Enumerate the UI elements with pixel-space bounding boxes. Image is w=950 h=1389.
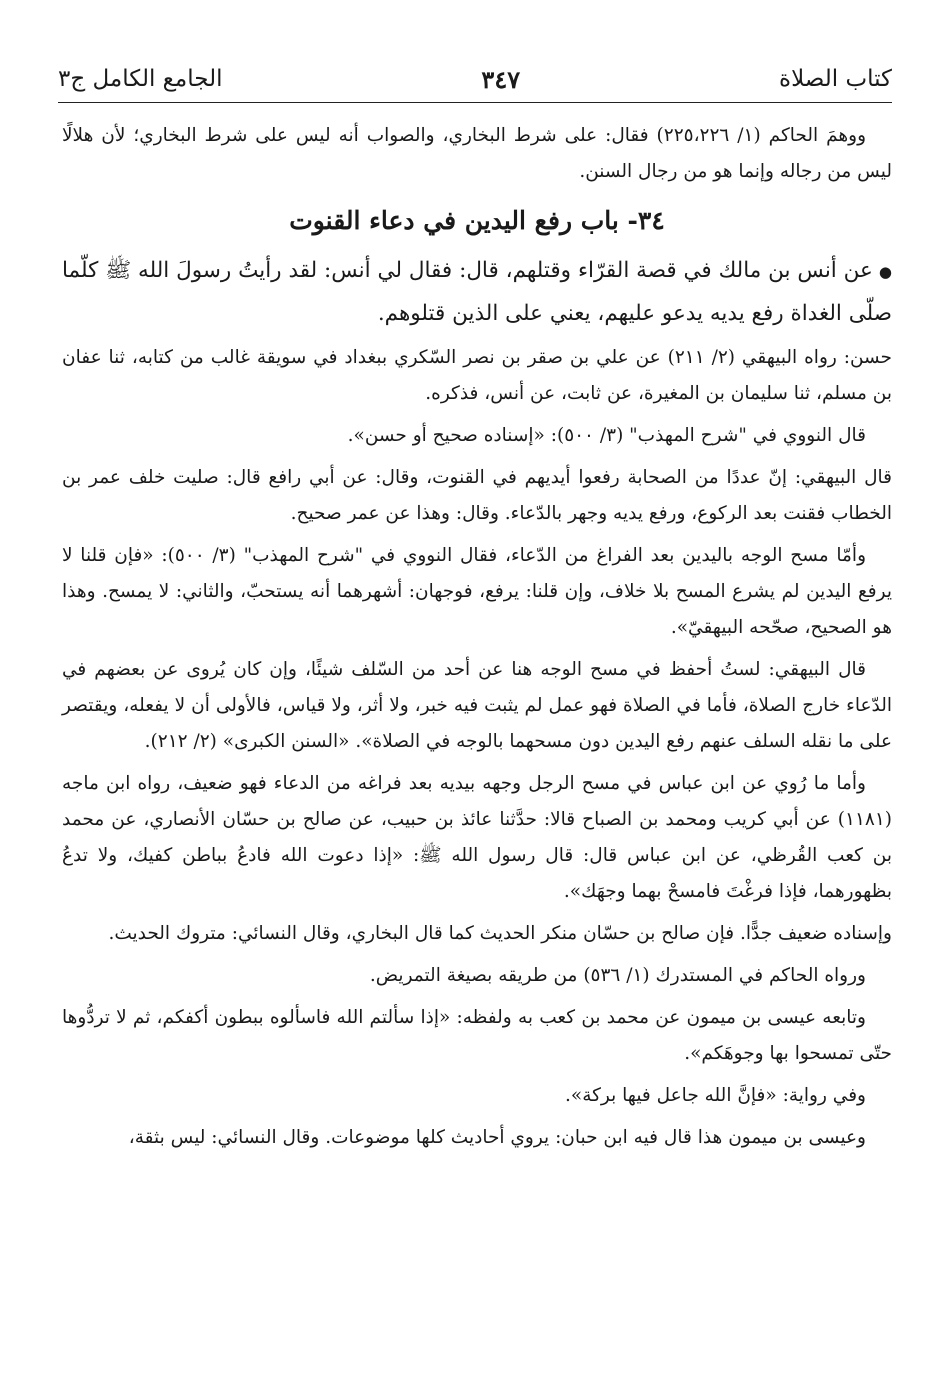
paragraph-10: وتابعه عيسى بن ميمون عن محمد بن كعب به ولفظه: «إذا سألتم الله فاسألوه ببطون أكفكم، ثم لا تردُّوها حتّى تمسحوا بها وجوهَكم». [62, 1007, 892, 1064]
paragraph-6: قال البيهقي: لستُ أحفظ في مسح الوجه هنا عن أحد من السّلف شيئًا، وإن كان يُروى عن بعضهم في الدّعاء خارج الصلاة، فأما في الصلاة فهو عمل لم يثبت فيه خبر، ولا أثر، ولا قياس، فالأولى أن لا يفعله، ويقتصر على ما نقله السلف عنهم رفع اليدين دون مسحهما بالوجه في الصلاة». «السنن الكبرى» (٢/ ٢١٢). [62, 659, 892, 752]
page-number: ٣٤٧ [481, 64, 521, 94]
paragraph-9: ورواه الحاكم في المستدرك (١/ ٥٣٦) من طريقه بصيغة التمريض. [369, 965, 866, 986]
paragraph-5: وأمّا مسح الوجه باليدين بعد الفراغ من الدّعاء، فقال النووي في "شرح المهذب" (٣/ ٥٠٠): «فإن قلنا لا يرفع اليدين لم يشرع المسح بلا خلاف، وإن قلنا: يرفع، فوجهان: أشهرهما أنه يستحبّ، والثاني: لا يمسح. وهذا هو الصحيح، صحّحه البيهقيّ». [62, 545, 892, 638]
paragraph-4: قال البيهقي: إنّ عددًا من الصحابة رفعوا أيديهم في القنوت، وقال: عن أبي رافع قال: صليت خلف عمر بن الخطاب فقنت بعد الركوع، ورفع يديه وجهر بالدّعاء. وقال: وهذا عن عمر صحيح. [62, 467, 892, 524]
bullet-icon: ● [878, 263, 892, 281]
paragraph-12: وعيسى بن ميمون هذا قال فيه ابن حبان: يروي أحاديث كلها موضوعات. وقال النسائي: ليس بثقة، [128, 1127, 866, 1148]
page-header [58, 56, 892, 103]
book-title: الجامع الكامل ج٣ [58, 66, 223, 92]
paragraph-7: وأما ما رُوي عن ابن عباس في مسح الرجل وجهه بيديه بعد فراغه من الدعاء فهو ضعيف، رواه ابن ماجه (١١٨١) عن أبي كريب ومحمد بن الصباح قالا: حدَّثنا عائذ بن حبيب، عن صالح بن حسّان الأنصاري، عن محمد بن كعب القُرظي، عن ابن عباس قال: قال رسول الله ﷺ: «إذا دعوت الله فادعُ بباطن كفيك، ولا تدعُ بظهورهما، فإذا فرغْتَ فامسحْ بهما وجهَك». [62, 773, 892, 902]
paragraph-8: وإسناده ضعيف جدًّا. فإن صالح بن حسّان منكر الحديث كما قال البخاري، وقال النسائي: متروك الحديث. [108, 923, 892, 944]
paragraph-3: قال النووي في "شرح المهذب" (٣/ ٥٠٠): «إسناده صحيح أو حسن». [347, 425, 866, 446]
paragraph-2: حسن: رواه البيهقي (٢/ ٢١١) عن علي بن صقر بن نصر السّكري ببغداد في سويقة غالب من كتابه، ثنا عفان بن مسلم، ثنا سليمان بن المغيرة، عن ثابت، عن أنس، فذكره. [62, 347, 892, 404]
chapter-title: كتاب الصلاة [779, 66, 892, 92]
hadith-body: عن أنس بن مالك في قصة القرّاء وقتلهم، قال: فقال لي أنس: لقد رأيتُ رسولَ الله ﷺ كلّما صلّى الغداة رفع يديه يدعو عليهم، يعني على الذين قتلوهم. [62, 258, 892, 326]
paragraph-11: وفي رواية: «فإنَّ الله جاعل فيها بركة». [565, 1085, 866, 1106]
section-heading: ٣٤- باب رفع اليدين في دعاء القنوت [289, 206, 665, 235]
paragraph-1: ووهمَ الحاكم (١/ ٢٢٥،٢٢٦) فقال: على شرط البخاري، والصواب أنه ليس على شرط البخاري؛ لأن هلالًا ليس من رجاله وإنما هو من رجال السنن. [62, 125, 892, 182]
hadith-text [62, 250, 892, 334]
page-body [62, 118, 892, 1156]
